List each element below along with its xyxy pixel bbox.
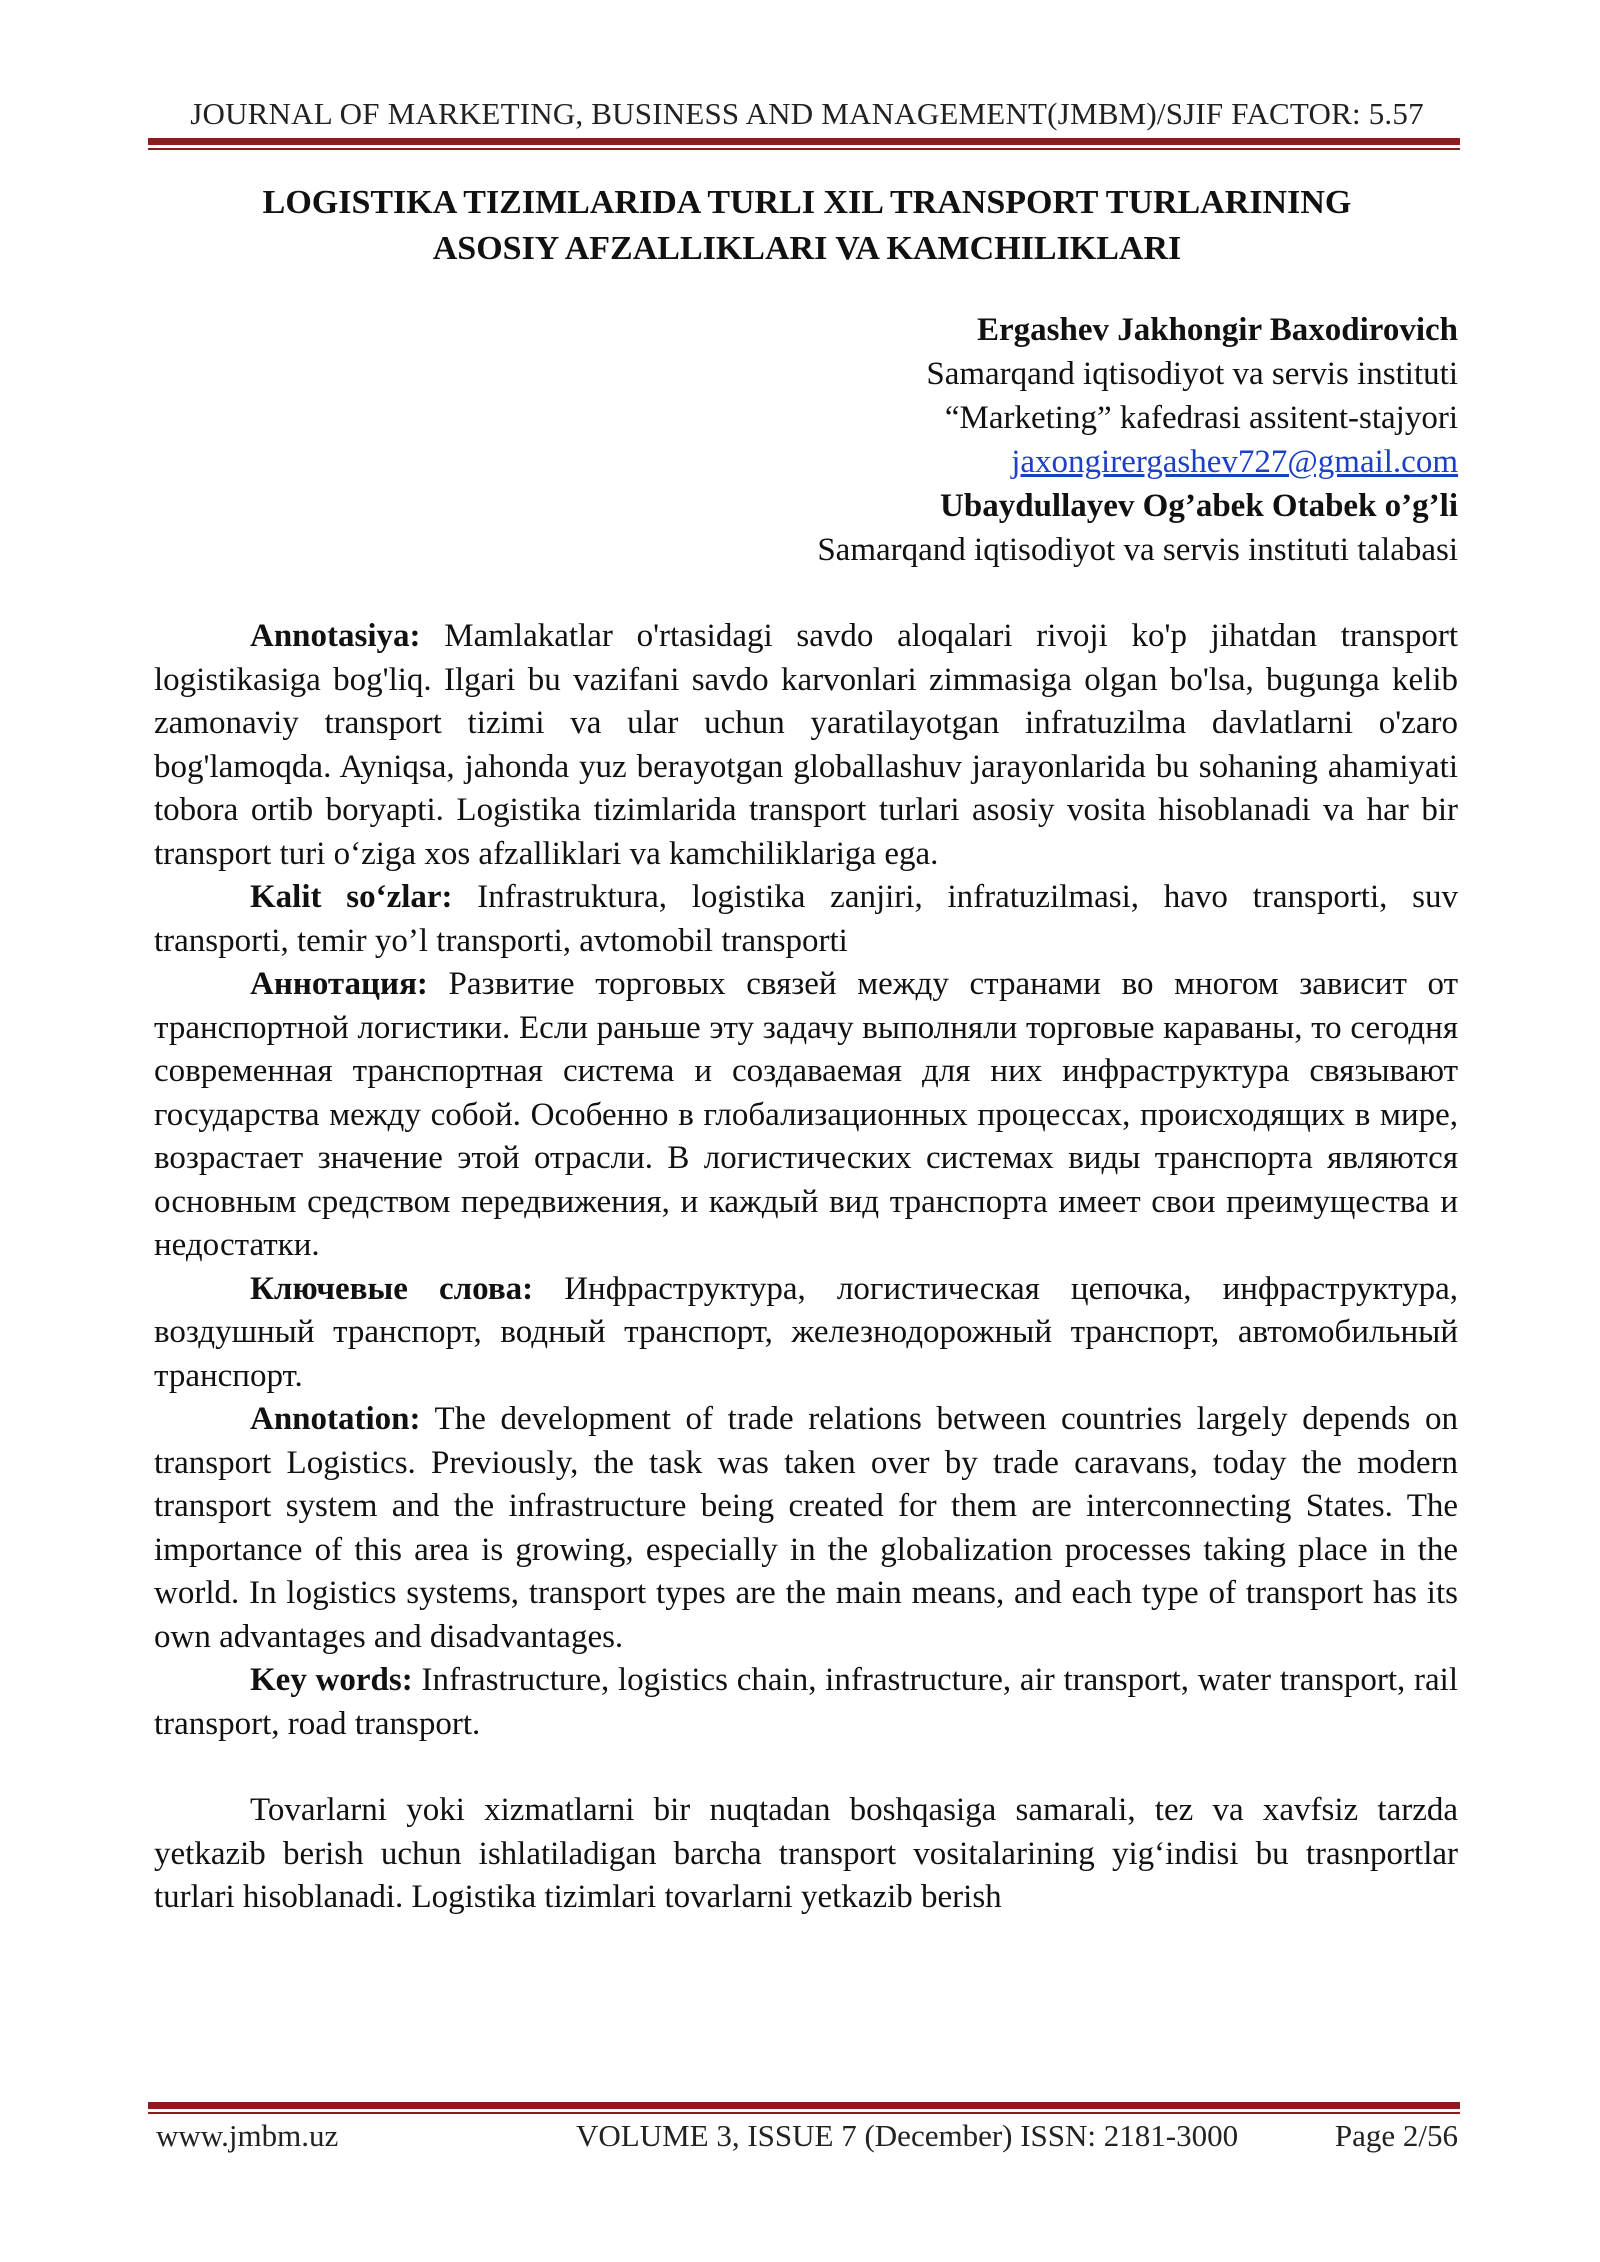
abstract-ru <box>154 963 1458 1268</box>
abstract-ru-label: Аннотация: <box>250 966 428 1002</box>
section-gap <box>154 1746 1458 1789</box>
keywords-uz-label: Kalit so‘zlar: <box>250 879 453 915</box>
page-footer <box>156 2118 1458 2162</box>
author-email-link[interactable]: jaxongirergashev727@gmail.com <box>1011 444 1458 480</box>
author-affiliation: “Marketing” kafedrasi assitent-stajyori <box>944 400 1458 436</box>
author-name: Ubaydullayev Og’abek Otabek o’g’li <box>940 488 1458 524</box>
footer-website: www.jmbm.uz <box>156 2118 339 2153</box>
footer-page-number: Page 2/56 <box>1334 2118 1458 2153</box>
keywords-en-text: Infrastructure, logistics chain, infrastructure, air transport, water transport, rail transport, road transport. <box>154 1662 1459 1742</box>
abstract-uz <box>154 615 1458 876</box>
abstract-uz-text: Mamlakatlar o'rtasidagi savdo aloqalari rivoji ko'p jihatdan transport logistikasiga bog'liq. Ilgari bu vazifani savdo karvonlari zimmasiga olgan bo'lsa, bugunga kelib zamonaviy transport tizimi va ular uchun yaratilayotgan infratuzilma davlatlarni o'zaro bog'lamoqda. Ayniqsa, jahonda yuz berayotgan globallashuv jarayonlarida bu sohaning ahamiyati tobora ortib boryapti. Logistika tizimlarida transport turlari asosiy vosita hisoblanadi va har bir transport turi o‘ziga xos afzalliklari va kamchiliklariga ega. <box>154 618 1458 872</box>
author-affiliation: Samarqand iqtisodiyot va servis instituti <box>926 356 1458 392</box>
abstract-en-label: Annotation: <box>250 1401 421 1437</box>
keywords-en-label: Key words: <box>250 1662 413 1698</box>
keywords-ru-text: Инфраструктура, логистическая цепочка, инфраструктура, воздушный транспорт, водный транспорт, железнодорожный транспорт, автомобильный транспорт. <box>154 1270 1458 1394</box>
keywords-ru <box>154 1268 1458 1399</box>
running-head: JOURNAL OF MARKETING, BUSINESS AND MANAGEMENT(JMBM)/SJIF FACTOR: 5.57 <box>190 96 1424 131</box>
article-title <box>156 180 1458 272</box>
abstract-en <box>154 1398 1458 1659</box>
intro-paragraph: Tovarlarni yoki xizmatlarni bir nuqtadan boshqasiga samarali, tez va xavfsiz tarzda yetkazib berish uchun ishlatiladigan barcha transport vositalarining yig‘indisi bu trasnportlar turlari hisoblanadi. Logistika tizimlari tovarlarni yetkazib berish <box>154 1792 1458 1915</box>
keywords-uz <box>154 876 1458 963</box>
abstract-en-text: The development of trade relations between countries largely depends on transport Logistics. Previously, the task was taken over by trade caravans, today the modern transport system and the infrastructure being created for them are interconnecting States. The importance of this area is growing, especially in the globalization processes taking place in the world. In logistics systems, transport types are the main means, and each type of transport has its own advantages and disadvantages. <box>154 1401 1458 1655</box>
footer-volume: VOLUME 3, ISSUE 7 (December) ISSN: 2181-3000 <box>576 2118 1239 2153</box>
keywords-uz-text: Infrastruktura, logistika zanjiri, infratuzilmasi, havo transporti, suv transporti, temir yo’l transporti, avtomobil transporti <box>154 879 1458 959</box>
header-rule <box>148 138 1460 150</box>
abstract-ru-text: Развитие торговых связей между странами во многом зависит от транспортной логистики. Если раньше эту задачу выполняли торговые караваны, то сегодня современная транспортная система и создаваемая для них инфраструктура связывают государства между собой. Особенно в глобализационных процессах, происходящих в мире, возрастает значение этой отрасли. В логистических системах виды транспорта являются основным средством передвижения, и каждый вид транспорта имеет свои преимущества и недостатки. <box>154 966 1458 1263</box>
keywords-ru-label: Ключевые слова: <box>250 1270 534 1307</box>
author-name: Ergashev Jakhongir Baxodirovich <box>976 312 1458 348</box>
article-body <box>154 615 1458 1920</box>
title-line-1: LOGISTIKA TIZIMLARIDA TURLI XIL TRANSPORT TURLARINING <box>262 184 1352 221</box>
title-line-2: ASOSIY AFZALLIKLARI VA KAMCHILIKLARI <box>432 230 1182 267</box>
keywords-en <box>154 1659 1458 1746</box>
abstract-uz-label: Annotasiya: <box>250 618 421 654</box>
author-block <box>817 308 1458 572</box>
footer-rule <box>148 2102 1460 2114</box>
author-affiliation: Samarqand iqtisodiyot va servis instituti talabasi <box>817 532 1458 568</box>
